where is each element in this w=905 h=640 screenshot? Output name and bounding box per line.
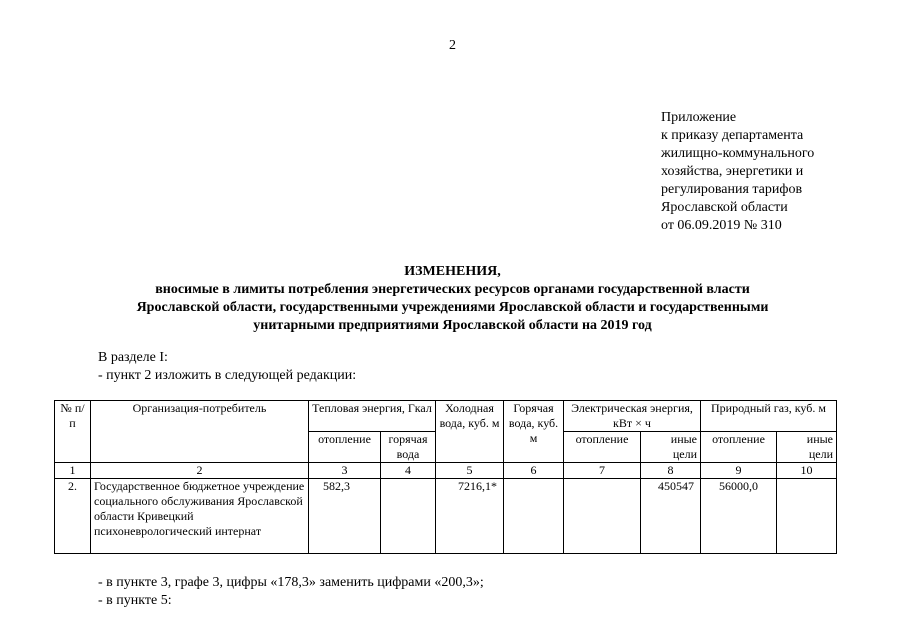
row-gas-other: [777, 479, 837, 554]
appendix-line: от 06.09.2019 № 310: [661, 218, 782, 233]
col-number: 3: [309, 463, 381, 479]
col-number: 1: [55, 463, 91, 479]
sub-elec-other: иные цели: [641, 432, 701, 463]
header-heat: Тепловая энергия, Гкал: [309, 401, 436, 432]
header-hot-water: Горячая вода, куб. м: [504, 401, 564, 463]
appendix-line: Приложение: [661, 110, 737, 125]
document-heading: [0, 263, 905, 335]
header-cold-water: Холодная вода, куб. м: [436, 401, 504, 463]
after-line: - в пункте 3, графе 3, цифры «178,3» заменить цифрами «200,3»;: [98, 575, 484, 590]
sub-gas-other: иные цели: [777, 432, 837, 463]
section-line: - пункт 2 изложить в следующей редакции:: [98, 368, 357, 383]
heading-line: Ярославской области, государственными учреждениями Ярославской области и государственными: [136, 300, 769, 315]
col-number: 2: [91, 463, 309, 479]
row-gas-heating: 56000,0: [701, 479, 777, 554]
limits-table: [54, 400, 837, 554]
header-electricity: Электрическая энергия, кВт × ч: [564, 401, 701, 432]
heading-line: вносимые в лимиты потребления энергетических ресурсов органами государственной власти: [155, 282, 750, 297]
heading-title: ИЗМЕНЕНИЯ,: [404, 264, 501, 279]
row-elec-heating: [564, 479, 641, 554]
sub-elec-heating: отопление: [564, 432, 641, 463]
heading-line: унитарными предприятиями Ярославской области на 2019 год: [253, 318, 652, 333]
appendix-line: хозяйства, энергетики и: [661, 164, 804, 179]
col-number: 9: [701, 463, 777, 479]
section-line: В разделе I:: [98, 350, 168, 365]
col-number: 5: [436, 463, 504, 479]
col-number: 6: [504, 463, 564, 479]
row-cold-water: 7216,1*: [436, 479, 504, 554]
column-number-row: [55, 463, 837, 479]
header-org: Организация-потребитель: [91, 401, 309, 463]
after-text: [98, 574, 484, 610]
header-num: № п/п: [55, 401, 91, 463]
row-heat-heating: 582,3: [309, 479, 381, 554]
appendix-line: к приказу департамента: [661, 128, 804, 143]
appendix-block: [661, 109, 814, 235]
appendix-line: регулирования тарифов: [661, 182, 803, 197]
row-hot-water: [504, 479, 564, 554]
sub-heating: отопление: [309, 432, 381, 463]
col-number: 7: [564, 463, 641, 479]
section-intro: [98, 349, 356, 385]
appendix-line: жилищно-коммунального: [661, 146, 815, 161]
sub-gas-heating: отопление: [701, 432, 777, 463]
appendix-line: Ярославской области: [661, 200, 788, 215]
col-number: 8: [641, 463, 701, 479]
row-num: 2.: [55, 479, 91, 554]
col-number: 10: [777, 463, 837, 479]
table-row: [55, 479, 837, 554]
col-number: 4: [381, 463, 436, 479]
header-gas: Природный газ, куб. м: [701, 401, 837, 432]
row-elec-other: 450547: [641, 479, 701, 554]
page-number: 2: [449, 38, 456, 53]
after-line: - в пункте 5:: [98, 593, 172, 608]
row-heat-hot: [381, 479, 436, 554]
sub-hot-water: горячая вода: [381, 432, 436, 463]
row-org: Государственное бюджетное учреждение социального обслуживания Ярославской области Кривецкий психоневрологический интернат: [91, 479, 309, 554]
